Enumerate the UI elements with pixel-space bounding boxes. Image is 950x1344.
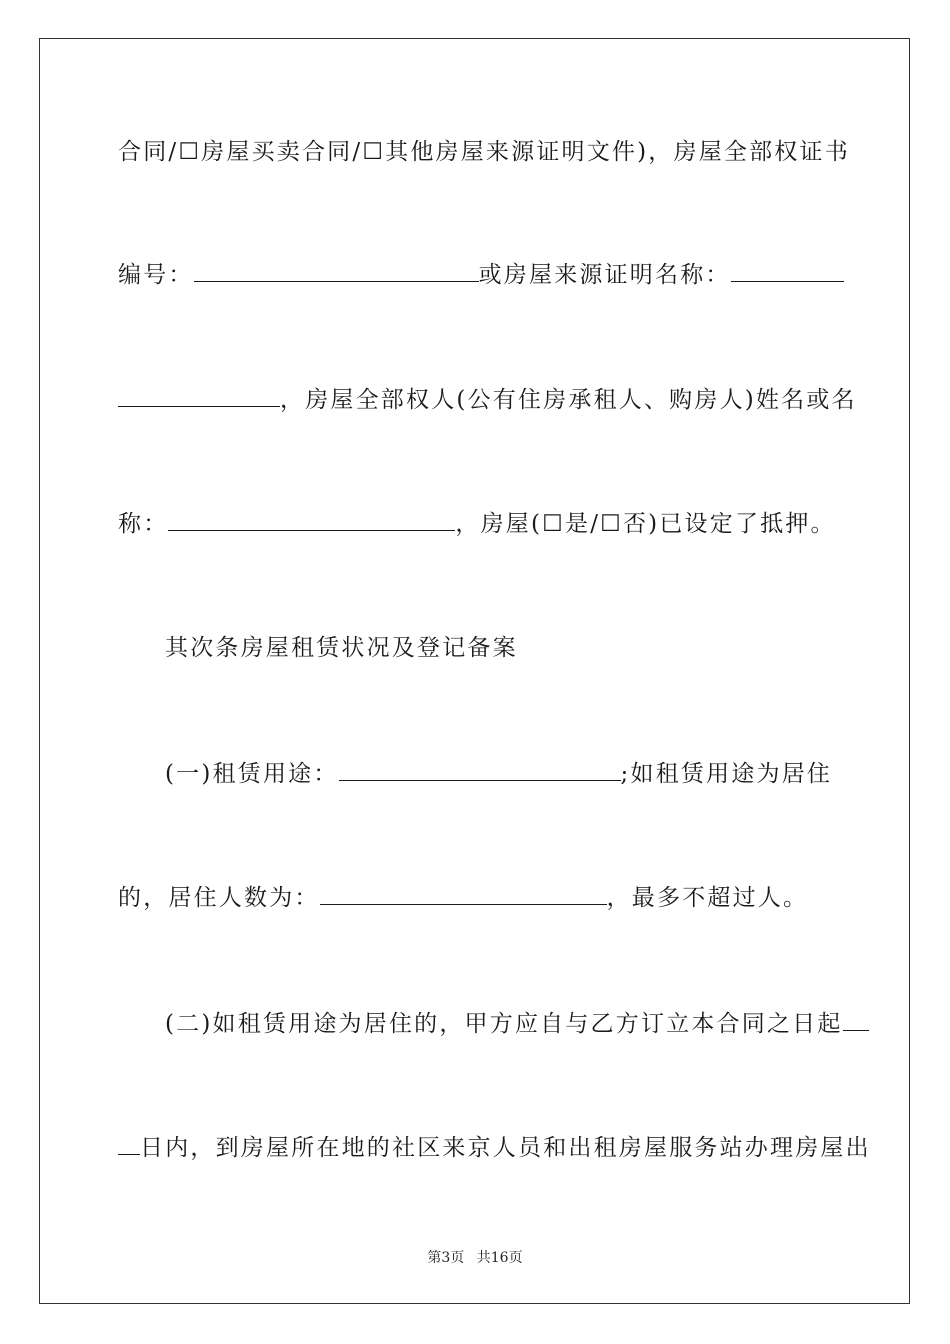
text-line-6 [165, 760, 881, 788]
blank-days[interactable] [843, 1010, 869, 1031]
label-residential: ;如租赁用途为居住 [620, 761, 833, 787]
label-source-name: 或房屋来源证明名称： [478, 262, 731, 288]
text-line-2 [118, 261, 834, 289]
blank-residents[interactable] [320, 884, 607, 905]
blank-cert-number[interactable] [194, 261, 479, 282]
blank-source-name-cont[interactable] [118, 386, 280, 407]
blank-source-name[interactable] [731, 261, 844, 282]
page-footer [0, 1247, 950, 1267]
text-line-8 [165, 1010, 881, 1038]
section-heading: 其次条房屋租赁状况及登记备案 [165, 635, 518, 661]
label-cert-number: 编号： [118, 262, 194, 288]
text-line-4 [118, 510, 834, 538]
text-line-3 [118, 386, 857, 414]
text-line-9 [118, 1134, 871, 1162]
text-line-1: 合同/☐房屋买卖合同/☐其他房屋来源证明文件)，房屋全部权证书 [118, 139, 850, 165]
blank-rental-use[interactable] [339, 760, 621, 781]
label-owner: ，房屋全部权人(公有住房承租人、购房人)姓名或名 [280, 387, 857, 413]
page-border [39, 38, 910, 1304]
label-registration: (二)如租赁用途为居住的，甲方应自与乙方订立本合同之日起 [165, 1011, 843, 1037]
label-max-residents: ，最多不超过人。 [606, 885, 809, 911]
label-residents: 的，居住人数为： [118, 885, 320, 911]
page-number: 第3页 [427, 1250, 465, 1266]
label-mortgage: ，房屋(☐是/☐否)已设定了抵押。 [455, 511, 836, 537]
label-owner-name: 称： [118, 511, 169, 537]
label-service-station: 日内，到房屋所在地的社区来京人员和出租房屋服务站办理房屋出 [140, 1135, 871, 1161]
blank-owner-name[interactable] [168, 510, 455, 531]
label-rental-use: (一)租赁用途： [165, 761, 339, 787]
blank-days-cont[interactable] [118, 1134, 140, 1155]
page-total: 共16页 [476, 1250, 523, 1266]
text-line-7 [118, 884, 834, 912]
